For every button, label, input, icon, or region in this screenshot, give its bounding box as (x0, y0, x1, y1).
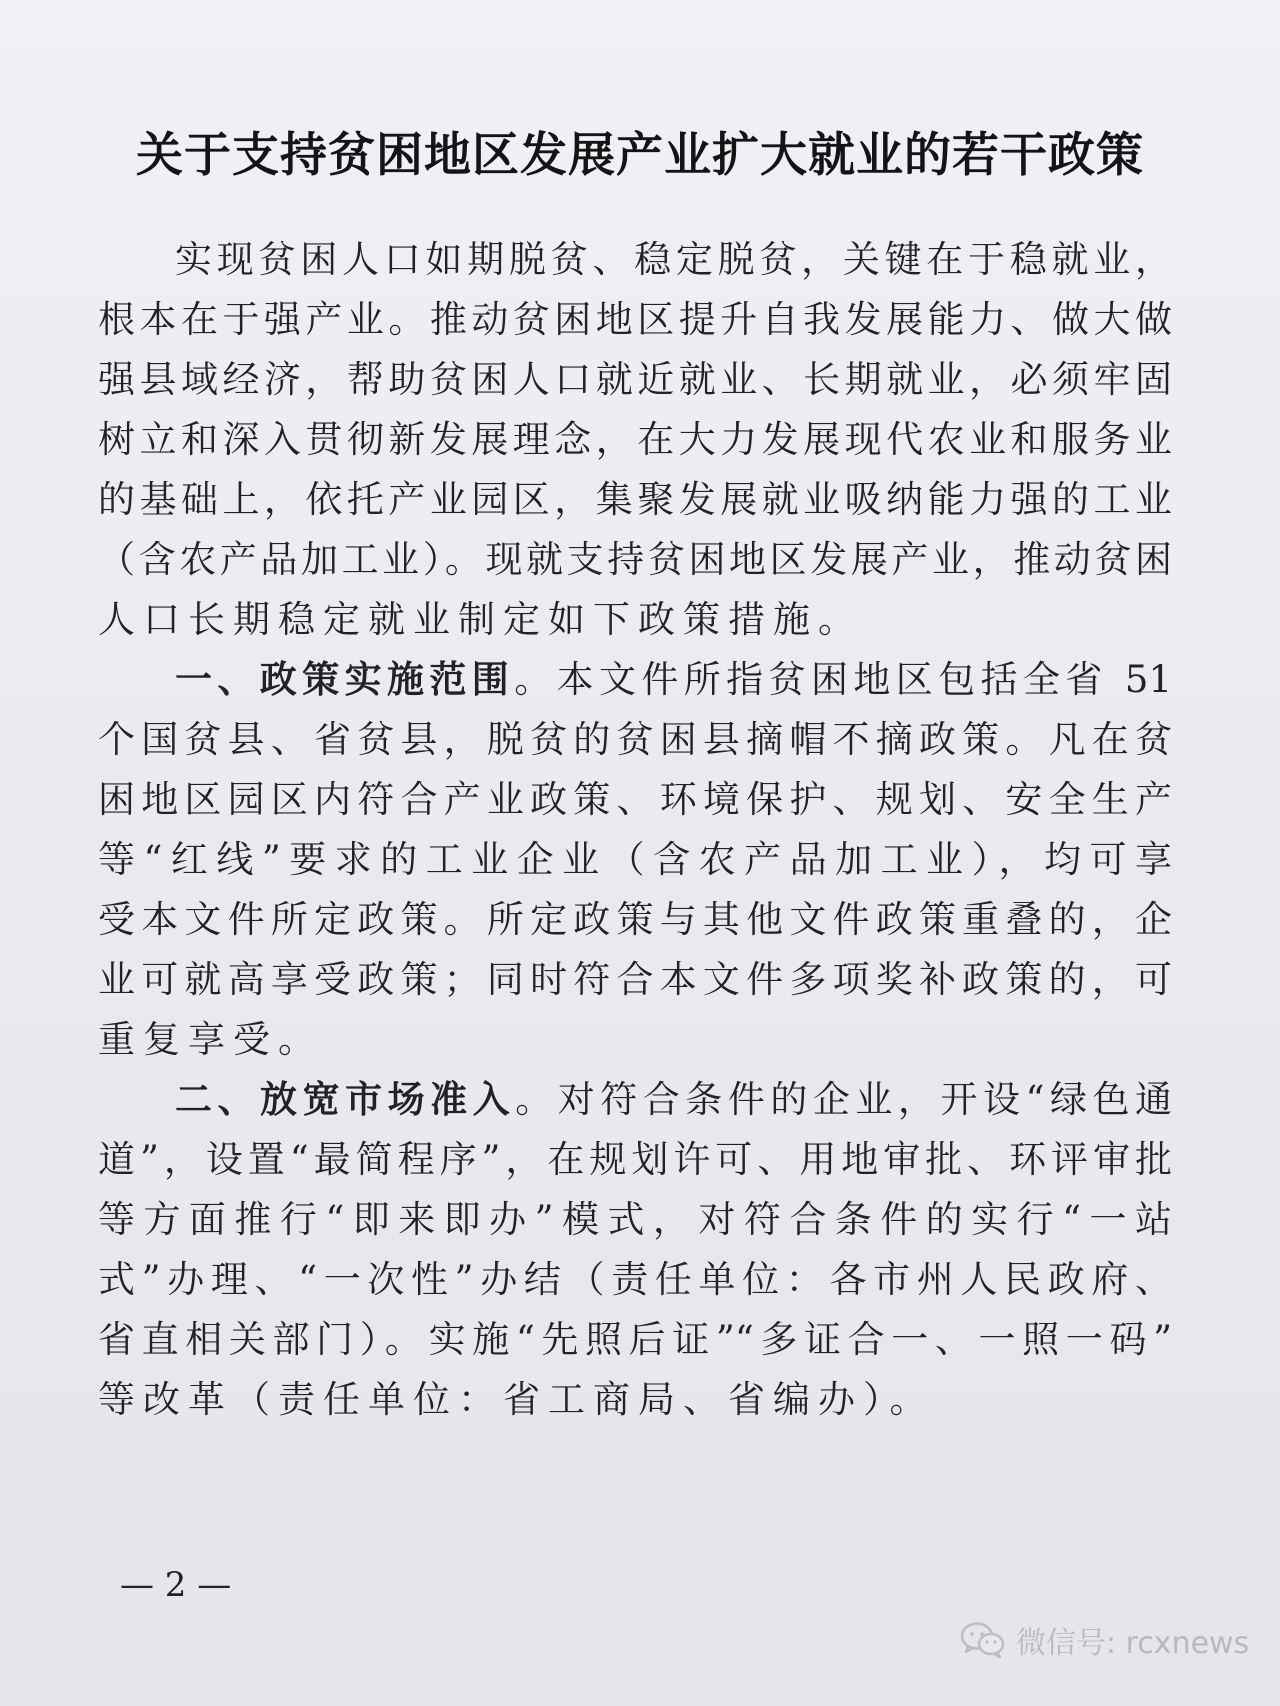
watermark (960, 1615, 1249, 1665)
text-line: 等“红线”要求的工业企业（含农产品加工业），均可享 (98, 838, 1172, 881)
text-line: 重复享受。 (98, 1018, 323, 1061)
section-2-first-line (175, 1077, 1172, 1123)
text-line: 的基础上，依托产业园区，集聚发展就业吸纳能力强的工业 (98, 478, 1172, 521)
text-line: 等方面推行“即来即办”模式，对符合条件的实行“一站 (98, 1198, 1172, 1241)
text-line: 受本文件所定政策。所定政策与其他文件政策重叠的，企 (98, 898, 1172, 941)
document-title: 关于支持贫困地区发展产业扩大就业的若干政策 (136, 128, 1144, 183)
text-line: （含农产品加工业）。现就支持贫困地区发展产业，推动贫困 (98, 538, 1172, 581)
text-line: 式”办理、“一次性”办结（责任单位：各市州人民政府、 (98, 1258, 1172, 1301)
text-line: 强县域经济，帮助贫困人口就近就业、长期就业，必须牢固 (98, 358, 1172, 401)
wechat-icon (960, 1620, 1006, 1660)
text-line: 业可就高享受政策；同时符合本文件多项奖补政策的，可 (98, 958, 1172, 1001)
text-line: 道”，设置“最简程序”，在规划许可、用地审批、环评审批 (98, 1138, 1172, 1181)
text-line: 等改革（责任单位：省工商局、省编办）。 (98, 1378, 935, 1421)
section-2-first-line-text: 。对符合条件的企业，开设“绿色通 (515, 1078, 1172, 1121)
text-line: 树立和深入贯彻新发展理念，在大力发展现代农业和服务业 (98, 418, 1172, 461)
section-2-heading: 二、放宽市场准入 (175, 1078, 516, 1121)
section-1-heading: 一、政策实施范围 (175, 658, 515, 701)
text-line: 个国贫县、省贫县，脱贫的贫困县摘帽不摘政策。凡在贫 (98, 718, 1172, 761)
text-line: 省直相关部门）。实施“先照后证”“多证合一、一照一码” (98, 1318, 1172, 1361)
text-line: 实现贫困人口如期脱贫、稳定脱贫，关键在于稳就业， (175, 238, 1172, 281)
section-1-first-line-text: 。本文件所指贫困地区包括全省 51 (514, 658, 1173, 701)
text-line: 困地区园区内符合产业政策、环境保护、规划、安全生产 (98, 778, 1172, 821)
section-1-first-line (175, 657, 1172, 703)
text-line: 根本在于强产业。推动贫困地区提升自我发展能力、做大做 (98, 298, 1172, 341)
watermark-text: 微信号: rcxnews (1016, 1626, 1250, 1661)
page-number: — 2 — (120, 1565, 232, 1605)
text-line: 人口长期稳定就业制定如下政策措施。 (98, 598, 863, 641)
